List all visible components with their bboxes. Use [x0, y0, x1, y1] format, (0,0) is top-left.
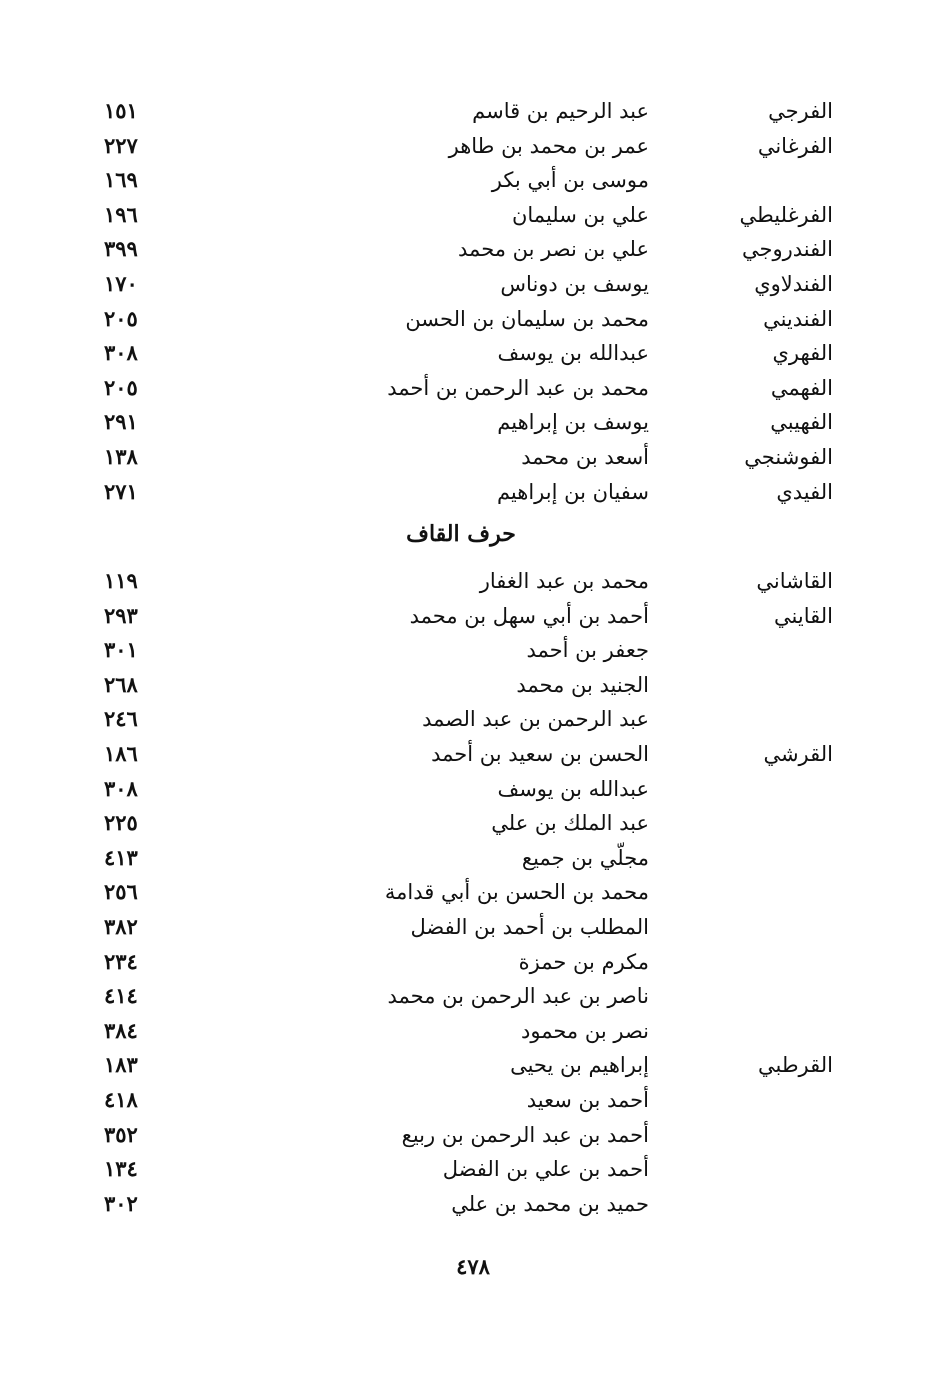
entry-page-number: ٢٣٤: [104, 948, 138, 974]
page-number: ٤٧٨: [456, 1254, 490, 1279]
index-entry: [0, 1152, 946, 1186]
entry-name: عمر بن محمد بن طاهر: [448, 133, 649, 158]
index-entry: [0, 910, 946, 944]
entry-name: عبد الرحمن بن عبد الصمد: [422, 707, 649, 732]
entry-name: يوسف بن إبراهيم: [497, 410, 649, 435]
entry-page-number: ٢٢٥: [104, 810, 138, 836]
entry-page-number: ٣٨٢: [104, 914, 138, 939]
entry-name: عبدالله بن يوسف: [497, 341, 649, 366]
entry-page-number: ٢٠٥: [104, 374, 138, 400]
entry-nisba: القايني: [774, 603, 833, 628]
entry-nisba: الفندلاوي: [754, 272, 833, 296]
entry-page-number: ١٨٣: [104, 1052, 138, 1078]
entry-nisba: الفهري: [772, 341, 833, 366]
entry-name: أحمد بن عبد الرحمن بن ربيع: [401, 1122, 649, 1147]
entry-name: أحمد بن علي بن الفضل: [442, 1157, 649, 1182]
entry-page-number: ١٣٤: [104, 1156, 138, 1182]
index-entry: [0, 772, 946, 806]
entry-nisba: الفهيبي: [770, 410, 833, 435]
entry-name: أحمد بن أبي سهل بن محمد: [409, 603, 649, 628]
entry-name: أحمد بن سعيد: [526, 1088, 649, 1112]
entry-name: محمد بن عبد الغفار: [479, 569, 649, 593]
entry-name: محمد بن الحسن بن أبي قدامة: [384, 880, 649, 905]
section-heading: [0, 517, 946, 551]
entry-name: جعفر بن أحمد: [526, 638, 649, 663]
index-entry: [0, 129, 946, 163]
index-entry: [0, 1014, 946, 1048]
entry-name: الحسن بن سعيد بن أحمد: [431, 742, 649, 766]
index-entry: [0, 668, 946, 702]
entry-nisba: الفندروجي: [742, 237, 833, 262]
entry-name: أسعد بن محمد: [521, 445, 649, 469]
entry-page-number: ١٦٩: [104, 167, 138, 193]
entry-page-number: ٤١٤: [104, 983, 138, 1009]
entry-nisba: الفهمي: [770, 375, 833, 400]
index-entry: [0, 702, 946, 736]
entry-page-number: ٢٤٦: [104, 706, 138, 732]
section-heading-text: حرف القاف: [406, 521, 516, 547]
index-entry: [0, 564, 946, 598]
entry-page-number: ٢٠٥: [104, 305, 138, 331]
entry-name: عبدالله بن يوسف: [497, 776, 649, 801]
index-entry: [0, 945, 946, 979]
index-entry: [0, 163, 946, 197]
entry-nisba: القاشاني: [756, 569, 833, 593]
index-entry: [0, 302, 946, 336]
entry-nisba: الفوشنجي: [744, 445, 833, 469]
entry-page-number: ١٩٦: [104, 201, 138, 227]
index-entry: [0, 1187, 946, 1221]
entry-name: عبد الرحيم بن قاسم: [472, 99, 649, 123]
entry-name: علي بن سليمان: [511, 202, 649, 227]
index-entry: [0, 336, 946, 370]
entry-nisba: القرطبي: [758, 1053, 833, 1078]
entry-name: عبد الملك بن علي: [491, 811, 649, 836]
entry-page-number: ٤١٨: [104, 1087, 138, 1112]
entry-name: حميد بن محمد بن علي: [451, 1191, 649, 1216]
index-entry: [0, 94, 946, 128]
entry-nisba: الفرغاني: [757, 133, 833, 158]
index-entry: [0, 371, 946, 405]
index-entry: [0, 267, 946, 301]
entry-nisba: القرشي: [763, 742, 833, 766]
index-entry: [0, 475, 946, 509]
entry-name: محمد بن عبد الرحمن بن أحمد: [387, 375, 649, 400]
index-entry: [0, 1118, 946, 1152]
entry-name: محمد بن سليمان بن الحسن: [405, 306, 649, 331]
entry-name: يوسف بن دوناس: [500, 272, 649, 296]
entry-page-number: ٣٠٨: [104, 340, 138, 366]
entry-page-number: ٢٢٧: [104, 132, 138, 158]
entry-page-number: ١٣٨: [104, 444, 138, 469]
entry-page-number: ١٨٦: [104, 741, 138, 766]
entry-name: المطلب بن أحمد بن الفضل: [410, 915, 649, 939]
entry-page-number: ٣٥٢: [104, 1121, 138, 1147]
entry-page-number: ٢٥٦: [104, 879, 138, 905]
entry-nisba: الفنديني: [763, 306, 833, 331]
entry-name: موسى بن أبي بكر: [491, 168, 649, 193]
index-entry: [0, 875, 946, 909]
entry-name: سفيان بن إبراهيم: [496, 479, 649, 504]
index-entry: [0, 737, 946, 771]
entry-page-number: ٣٠٢: [104, 1190, 138, 1216]
entry-name: نصر بن محمود: [521, 1018, 649, 1043]
entry-page-number: ٣٠١: [104, 637, 138, 663]
entry-name: إبراهيم بن يحيى: [510, 1053, 649, 1078]
entry-page-number: ٢٧١: [104, 478, 138, 504]
entry-nisba: الفرجي: [768, 99, 833, 123]
index-entry: [0, 440, 946, 474]
entry-page-number: ٢٩١: [104, 409, 138, 435]
entry-nisba: الفرغليطي: [739, 202, 833, 227]
index-entry: [0, 806, 946, 840]
entry-page-number: ١٥١: [104, 98, 138, 123]
index-entry: [0, 979, 946, 1013]
entry-name: علي بن نصر بن محمد: [458, 237, 649, 262]
entry-nisba: الفيدي: [776, 479, 833, 504]
index-entry: [0, 1083, 946, 1117]
entry-name: مكرم بن حمزة: [518, 949, 649, 974]
entry-page-number: ٤١٣: [104, 844, 138, 870]
index-entry: [0, 198, 946, 232]
index-entry: [0, 1048, 946, 1082]
index-entry: [0, 633, 946, 667]
index-entry: [0, 841, 946, 875]
entry-page-number: ٣٠٨: [104, 775, 138, 801]
entry-page-number: ٢٦٨: [104, 671, 138, 697]
entry-name: مجلّي بن جميع: [521, 845, 649, 870]
entry-name: الجنيد بن محمد: [516, 672, 649, 697]
entry-name: ناصر بن عبد الرحمن بن محمد: [387, 984, 649, 1009]
entry-page-number: ٣٨٤: [104, 1017, 138, 1043]
index-entry: [0, 599, 946, 633]
entry-page-number: ١٧٠: [104, 271, 138, 296]
entry-page-number: ١١٩: [104, 568, 138, 593]
index-entry: [0, 232, 946, 266]
entry-page-number: ٣٩٩: [104, 236, 138, 262]
index-entry: [0, 405, 946, 439]
entry-page-number: ٢٩٣: [104, 602, 138, 628]
